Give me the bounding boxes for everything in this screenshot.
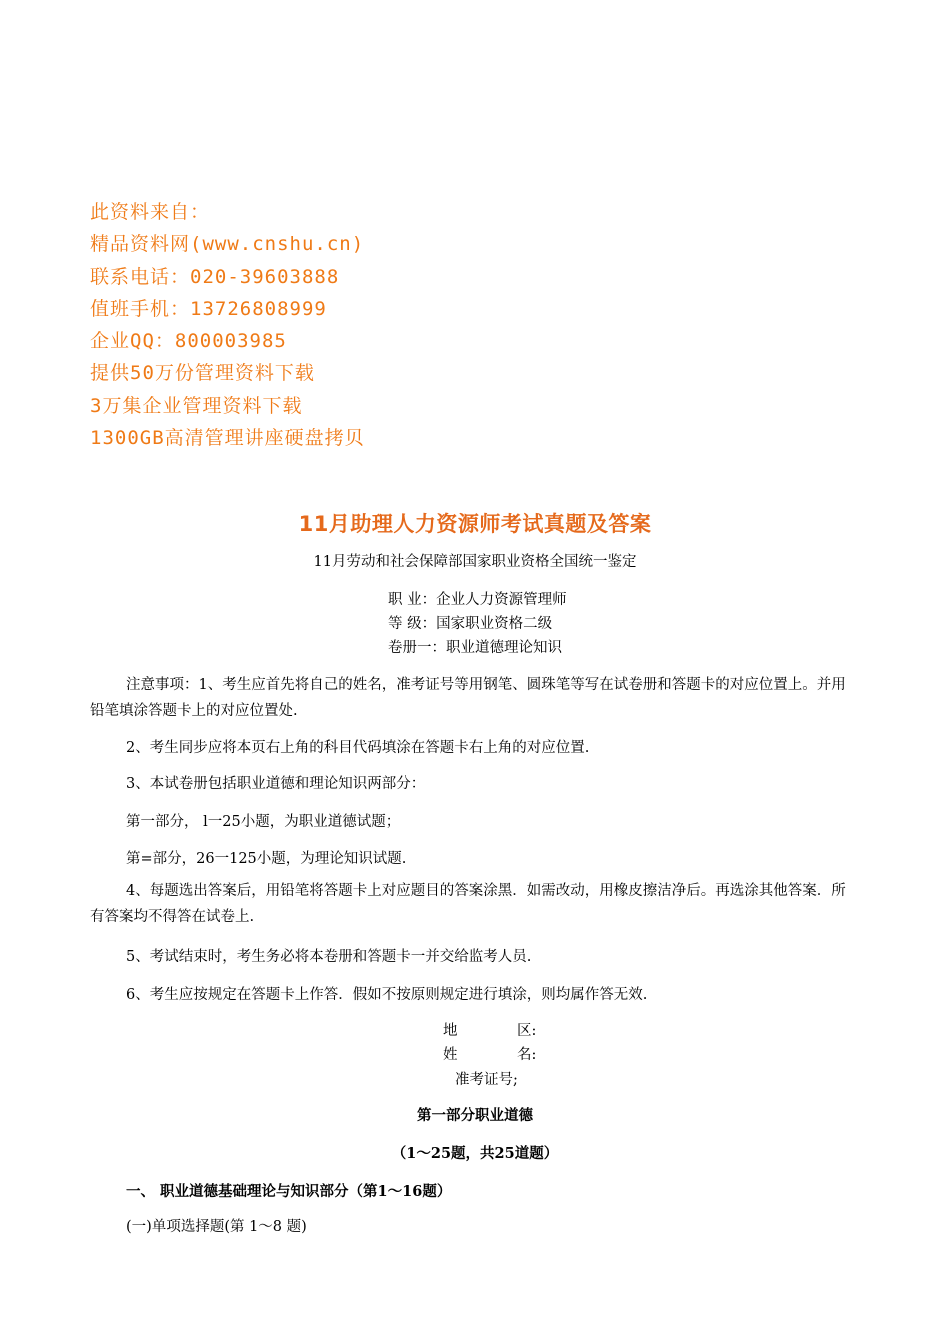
promo-line-source: 此资料来自： — [90, 201, 211, 223]
promo-line-phone: 联系电话：020-39603888 — [90, 265, 340, 288]
meta-volume: 卷册一：职业道德理论知识 — [388, 640, 562, 656]
meta-occupation: 职 业：企业人力资源管理师 — [388, 592, 567, 608]
note-part-1: 第一部分， l一25小题，为职业道德试题； — [126, 814, 401, 830]
promo-line-offer-1: 提供50万份管理资料下载 — [90, 362, 315, 385]
document-subtitle: 11月劳动和社会保障部国家职业资格全国统一鉴定 — [313, 554, 637, 570]
part-title: 第一部分职业道德 — [417, 1107, 533, 1124]
note-2: 2、考生同步应将本页右上角的科目代码填涂在答题卡右上角的对应位置. — [126, 740, 590, 756]
promo-line-offer-2: 3万集企业管理资料下载 — [90, 394, 303, 417]
promo-block — [90, 196, 365, 454]
note-6: 6、考生应按规定在答题卡上作答．假如不按原则规定进行填涂，则均属作答无效. — [126, 987, 648, 1003]
field-name-label-b: 名: — [517, 1047, 537, 1063]
note-1: 注意事项：1、考生应首先将自己的姓名，准考证号等用钢笔、圆珠笔等写在试卷册和答题卡的对应位置上。并用铅笔填涂答题卡上的对应位置处. — [90, 677, 846, 719]
field-ticket-label: 准考证号; — [455, 1072, 518, 1088]
note-part-2: 第=部分，26一125小题，为理论知识试题. — [126, 851, 407, 867]
promo-line-website: 精品资料网(www.cnshu.cn) — [90, 233, 365, 256]
meta-level: 等 级：国家职业资格二级 — [388, 616, 553, 632]
document-title: 11月助理人力资源师考试真题及答案 — [298, 512, 652, 536]
field-region-label-b: 区: — [517, 1023, 537, 1039]
note-5: 5、考试结束时，考生务必将本卷册和答题卡一并交给监考人员. — [126, 949, 532, 965]
promo-line-mobile: 值班手机：13726808999 — [90, 297, 327, 320]
field-name-label-a: 姓 — [443, 1047, 458, 1063]
promo-line-qq: 企业QQ：800003985 — [90, 330, 287, 353]
note-4: 4、每题选出答案后，用铅笔将答题卡上对应题目的答案涂黑．如需改动，用橡皮擦洁净后。再选涂其他答案．所有答案均不得答在试卷上. — [90, 883, 846, 925]
subsection-title: (一)单项选择题(第 1～8 题) — [126, 1219, 307, 1235]
part-range: （1～25题，共25道题） — [391, 1145, 559, 1162]
promo-line-offer-3: 1300GB高清管理讲座硬盘拷贝 — [90, 427, 365, 450]
field-region-label-a: 地 — [443, 1023, 458, 1039]
note-3: 3、本试卷册包括职业道德和理论知识两部分： — [126, 776, 426, 792]
section-title: 一、 职业道德基础理论与知识部分（第1～16题） — [126, 1183, 452, 1200]
